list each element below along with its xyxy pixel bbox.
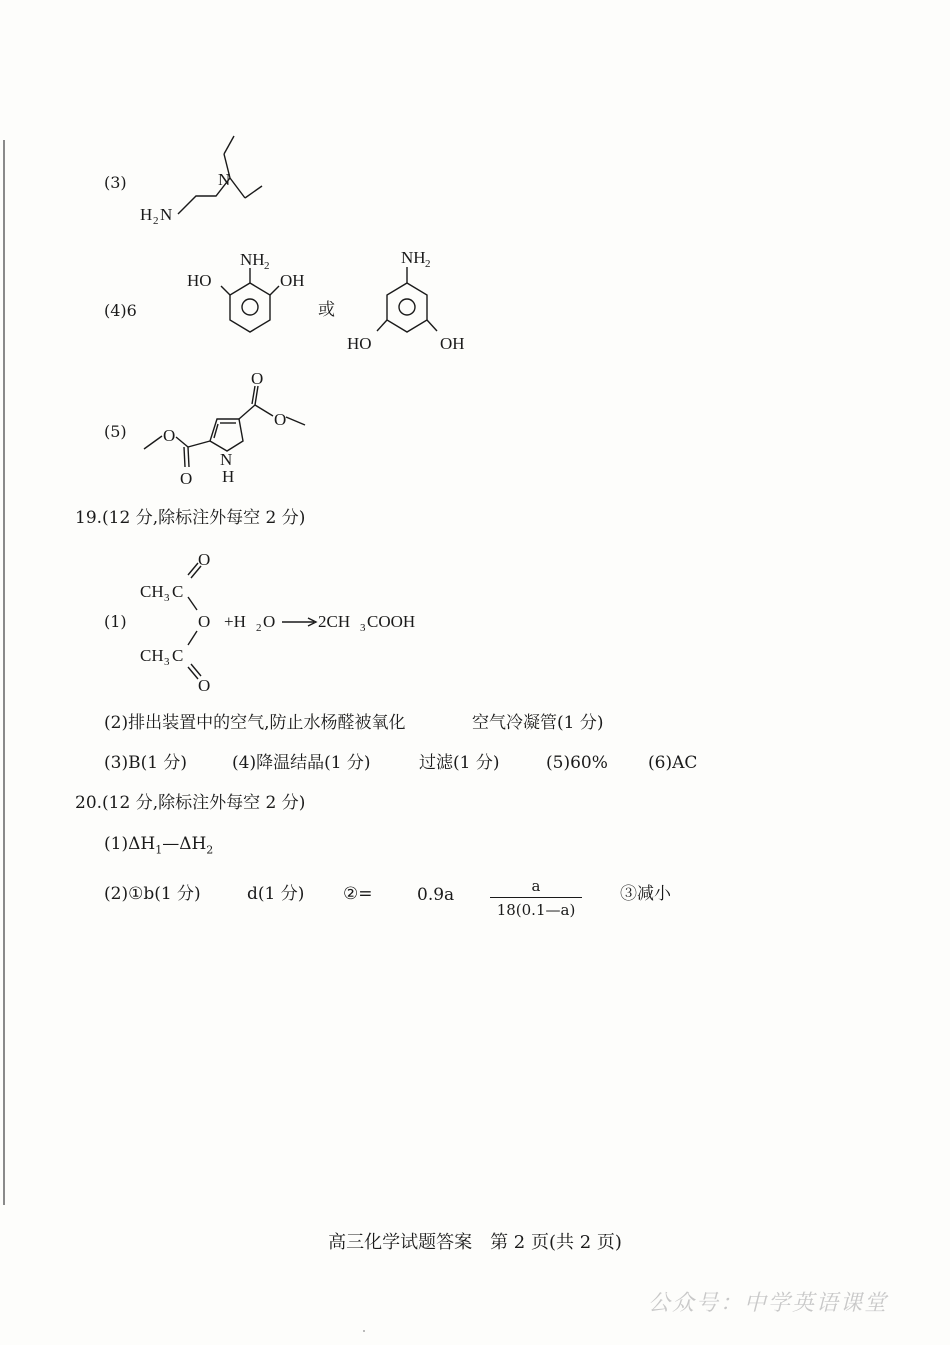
bond-n-ethyl2-b: [245, 186, 262, 198]
q19-part4: (4)降温结晶(1 分): [232, 753, 371, 773]
bond-co-top-a: [191, 566, 201, 578]
product-2ch: 2CH: [318, 612, 351, 631]
atom-o-bottom: O: [198, 676, 211, 695]
bond-o-c-bottom: [188, 631, 197, 645]
atom-h2n-sub: 2: [153, 215, 159, 227]
bond-co-bottom-b: [188, 667, 198, 679]
q20-part2-a: (2)①b(1 分): [104, 884, 201, 904]
bond-co-left-b: [184, 447, 185, 467]
speck: [363, 1330, 365, 1332]
bond-n-ethyl2-a: [230, 178, 245, 198]
bond-co-right-b: [252, 386, 255, 404]
page-footer: 高三化学试题答案 第 2 页(共 2 页): [328, 1232, 622, 1253]
atom-h2n-n: N: [160, 205, 173, 224]
bond-co-left-a: [188, 447, 189, 467]
q20-fraction-denominator: 18(0.1—a): [496, 901, 576, 919]
q18-part3-label: (3): [104, 173, 127, 192]
q20-header: 20.(12 分,除标注外每空 2 分): [75, 793, 306, 813]
atom-ch3-top: CH: [140, 582, 164, 601]
atom-o-bridge: O: [198, 612, 211, 631]
bond-o-me-right: [286, 417, 305, 425]
atom-h2n-h: H: [140, 205, 153, 224]
benzene-ring-b: [387, 283, 427, 332]
bond-ring-ester-left: [188, 441, 210, 447]
atom-o-carbonyl-right: O: [251, 369, 264, 388]
h2o-o: O: [263, 612, 276, 631]
q20-part2-d: 0.9a: [417, 885, 455, 905]
bond-ring-ester-right: [239, 405, 255, 419]
atom-ho-a: HO: [187, 271, 212, 290]
q20-fraction-numerator: a: [531, 877, 541, 895]
q20-part1-minus-dh2: —ΔH: [162, 834, 207, 854]
atom-n-pyrrole: N: [220, 450, 233, 469]
atom-ho-b: HO: [347, 334, 372, 353]
q19-part6: (6)AC: [648, 753, 698, 773]
bond-o-me-left: [144, 436, 162, 449]
q18-part4-or: 或: [318, 300, 335, 320]
q19-part1-equation: [138, 545, 438, 695]
h2o-sub: 2: [256, 622, 262, 634]
bond-co-right-a: [255, 386, 258, 405]
binding-margin-line: [3, 140, 5, 1205]
atom-o-carbonyl-left: O: [180, 469, 193, 488]
q20-part1: [104, 836, 213, 855]
q18-part5-structure: [140, 369, 320, 488]
benzene-ring-a: [230, 283, 270, 332]
q18-part5-label: (5): [104, 422, 127, 441]
q20-part1-sub1: 1: [155, 843, 163, 857]
q18-part4-structure-a: [185, 248, 315, 348]
aromatic-circle-a: [242, 299, 258, 315]
q19-part1-label: (1): [104, 612, 127, 631]
q19-part3: (3)B(1 分): [104, 753, 188, 773]
atom-ch3-bottom-sub: 3: [164, 656, 170, 668]
q19-part2: (2)排出装置中的空气,防止水杨醛被氧化: [104, 713, 406, 733]
product-sub: 3: [360, 622, 366, 634]
bond-c-oh-b: [427, 320, 437, 331]
atom-o-top: O: [198, 550, 211, 569]
bond-co-bottom-a: [191, 664, 201, 676]
q20-part2-b: d(1 分): [247, 884, 305, 904]
atom-oh-a: OH: [280, 271, 305, 290]
atom-nh2-a: NH: [240, 250, 265, 269]
q20-part1-sub2: 2: [206, 843, 214, 857]
q19-part5: (5)60%: [546, 753, 608, 773]
aromatic-circle-b: [399, 299, 415, 315]
atom-nh2-a-sub: 2: [264, 260, 270, 272]
atom-oh-b: OH: [440, 334, 465, 353]
atom-nh2-b-sub: 2: [425, 258, 431, 270]
atom-c-bottom: C: [172, 646, 184, 665]
q18-part4-structure-b: [345, 245, 485, 355]
atom-o-ester-right: O: [274, 410, 287, 429]
q19-part2-b: 空气冷凝管(1 分): [472, 713, 604, 733]
atom-o-ester-left: O: [163, 426, 176, 445]
bond-c-o-left: [176, 437, 188, 447]
q20-part2-c: ②=: [343, 884, 373, 904]
q18-part3-structure: [138, 138, 278, 233]
bond-c-oh-right-a: [270, 286, 279, 295]
bond-co-top-b: [188, 563, 198, 575]
bond-c-o-right: [255, 405, 273, 416]
atom-n: N: [218, 170, 231, 189]
q18-part4-label: (4)6: [104, 301, 137, 320]
atom-ch3-bottom: CH: [140, 646, 164, 665]
plus-h: +H: [224, 612, 246, 631]
atom-h-pyrrole: H: [222, 467, 235, 486]
watermark: 公众号：中学英语课堂: [647, 1291, 888, 1316]
atom-c-top: C: [172, 582, 184, 601]
q20-part2-e: ③减小: [620, 884, 671, 904]
q20-part1-dh1: (1)ΔH: [104, 834, 156, 854]
q19-header: 19.(12 分,除标注外每空 2 分): [75, 508, 306, 528]
bond-c-ho-b: [377, 320, 387, 331]
q20-fraction: [490, 877, 582, 919]
atom-ch3-top-sub: 3: [164, 592, 170, 604]
q19-part4-b: 过滤(1 分): [419, 753, 500, 773]
bond-c-oh-left-a: [221, 286, 230, 295]
product-cooh: COOH: [367, 612, 416, 631]
bond-c-o-top: [188, 597, 197, 610]
bond-n-ethyl1-b: [224, 136, 234, 154]
atom-nh2-b: NH: [401, 248, 426, 267]
